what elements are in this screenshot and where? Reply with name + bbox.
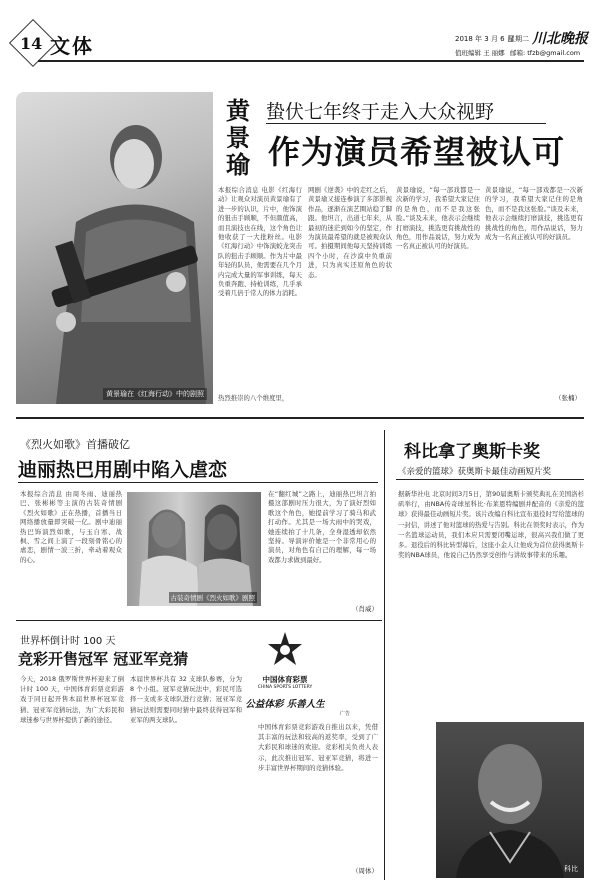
masthead-logo: 川北晚报 [532, 31, 588, 47]
soldier-illustration [16, 92, 213, 404]
article1-photo [16, 92, 213, 404]
article3-title: 科比拿了奥斯卡奖 [404, 442, 540, 462]
section-title: 文体 [50, 34, 94, 58]
article2-kicker: 《烈火如歌》首播破亿 [20, 438, 130, 451]
article2-title-rule [18, 482, 378, 483]
article1-col3: 网剧《逆袭》中的走红之后，黄景瑜又接连参演了多部影视作品，逐渐在演艺圈站稳了脚跟。他坦言，出道七年来，从最初的迷茫到如今的坚定，作为演员最希望的就是被观众认可。拍摄期间他每天坚持训练四个小时，在沙漠中负重前进，只为真实还原角色的状态。 [308, 186, 392, 279]
section-divider-1 [16, 417, 584, 419]
issue-weekday: 星期二 [508, 35, 529, 43]
article1-col4: 黄景瑜说，“每一部戏都是一次新的学习，我希望大家记住的是角色，而不是我这张脸。”谈及未来，他表示会继续打磨演技，挑选更有挑战性的角色，用作品说话，努力成为一名真正被认可的好演员。 [396, 186, 480, 251]
vertical-divider [384, 430, 385, 880]
article2-col1: 本报综合消息 由周冬雨、迪丽热巴、张彬彬等主演的古装奇情剧《烈火如歌》正在热播，首播当日网络播放量即突破一亿。剧中迪丽热巴饰演烈如歌，与玉自寒、战枫、雪之间上演了一段刻骨铭心的虐恋，剧情一波三折，牵动着观众的心。 [20, 490, 122, 564]
article1-author: （张楠） [555, 394, 581, 402]
kobe-illustration [436, 722, 584, 878]
editor-email: 邮箱: tfzb@gmail.com [510, 49, 581, 57]
name-char: 黄 [226, 96, 250, 125]
article1-col1: 本报综合消息 电影《红海行动》让观众对演员黄景瑜有了进一步的认识，片中，他饰演的狙击手顾顺，不但颜值高，而且演技也在线，这个角色让他收获了一大批粉丝。电影《红海行动》中饰演蛟龙突击队的狙击手顾顺。作为片中最年轻的队员，他需要在几个月内完成大量的军事训练，每天负重奔跑、持枪训练，几乎承受着几倍于常人的体力消耗。 [218, 186, 302, 298]
article1-name-vertical [222, 97, 254, 178]
article1-title: 作为演员希望被认可 [268, 133, 566, 171]
article4-author: （周体） [352, 867, 378, 875]
article3-photo [436, 722, 584, 878]
ad-slogan: 公益体彩 乐善人生 [245, 699, 325, 710]
article3-photo-caption: 科比 [564, 865, 578, 873]
page-number: 14 [20, 34, 43, 53]
article4-title: 竞彩开售冠军 冠亚军竞猜 [18, 650, 189, 668]
name-char: 景 [226, 123, 250, 152]
section-divider-2 [16, 620, 382, 621]
article2-photo-caption: 古装奇情剧《烈火如歌》剧照 [170, 594, 255, 602]
article1-subtitle: 蛰伏七年终于走入大众视野 [266, 101, 495, 123]
ad-logo-en: CHINA SPORTS LOTTERY [257, 685, 313, 690]
article2-author: （肖威） [352, 605, 378, 613]
article2-photo [127, 492, 261, 606]
article4-col2: 本届世界杯共有 32 支球队参赛，分为 8 个小组。冠军竞猜玩法中，彩民可选择一支或多支球队进行竞猜；冠亚军竞猜玩法则需要同时猜中最终获得冠军和亚军的两支球队。 [130, 675, 242, 724]
editor-line: 值班编辑 王 丽娜 [455, 49, 505, 57]
header-rule [38, 60, 584, 62]
lottery-star-logo [265, 630, 305, 670]
article3-title-rule [396, 479, 584, 480]
article2-col2: 在“翻红城”之路上，迪丽热巴坦言拍摄这部剧时压力很大，为了演好烈如歌这个角色，她提前学习了骑马和武打动作。尤其是一场大雨中的哭戏，她连续拍了十几条，全身湿透却依然坚持。导演评价她是一个非常用心的演员，对角色有自己的理解，每一场戏都力求做到最好。 [268, 490, 376, 564]
couple-illustration [127, 492, 261, 606]
header [0, 0, 600, 68]
article2-title: 迪丽热巴用剧中陷入虐恋 [18, 459, 228, 481]
article3-body: 据新华社电 北京时间3月5日，第90届奥斯卡颁奖典礼在美国洛杉矶举行，由NBA传奇球星科比·布莱恩特编剧并配音的《亲爱的篮球》获得最佳动画短片奖。该片改编自科比宣布退役时写给篮球的一封信，讲述了他对篮球的热爱与告别。科比在领奖时表示，作为一名篮球运动员，我们本应只需要闭嘴运球，很高兴我们做了更多。退役后的科比转型幕后，这座小金人让他成为首位获得奥斯卡奖的NBA球员，他说自己仍然享受创作与讲故事带来的乐趣。 [398, 490, 584, 560]
article4-kicker: 世界杯倒计时 100 天 [20, 636, 116, 647]
article4-col3: 中国体育彩票竞彩游戏自推出以来，凭借其丰富的玩法和较高的返奖率，受到了广大彩民和球迷的欢迎。竞彩相关负责人表示，此次推出冠军、冠亚军竞猜，将进一步丰富世界杯期间的竞猜体验。 [258, 723, 378, 772]
article1-photo-caption: 黄景瑜在《红海行动》中的剧照 [103, 388, 207, 400]
issue-date: 2018 年 3 月 6 日 [455, 35, 514, 43]
article4-col1: 今天，2018 俄罗斯世界杯迎来了倒计时 100 天，中国体育彩票竞彩游戏于同日起开售本届世界杯冠军竞猜、冠亚军竞猜玩法，为广大彩民和球迷参与世界杯提供了新的途径。 [20, 675, 124, 724]
ad-logo-cn: 中国体育彩票 [262, 675, 308, 684]
article1-col2: 热烈推崇的八个维度里， [218, 394, 289, 402]
article1-col5: 黄景瑜说，“每一部戏都是一次新的学习，我希望大家记住的是角色，而不是我这张脸。”谈及未来，他表示会继续打磨演技，挑选更有挑战性的角色，用作品说话，努力成为一名真正被认可的好演员。 [485, 186, 583, 242]
ad-tag: 广告 [340, 711, 351, 717]
article3-subtitle: 《亲爱的篮球》获奥斯卡最佳动画短片奖 [398, 467, 552, 477]
subtitle-underline [266, 123, 546, 124]
name-char: 瑜 [226, 150, 250, 179]
